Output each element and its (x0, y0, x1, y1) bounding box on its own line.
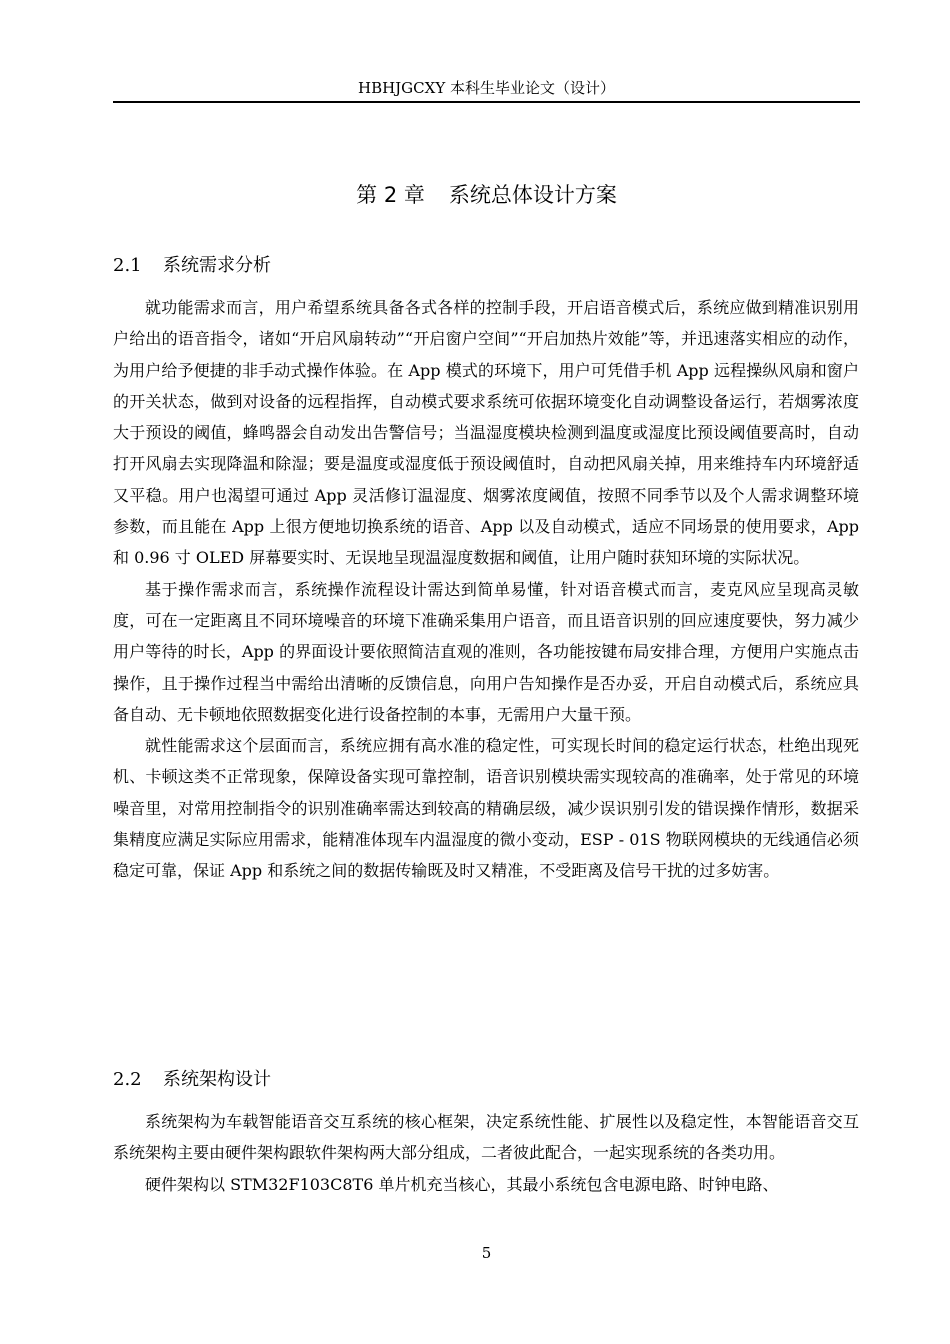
running-header: HBHJGCXY 本科生毕业论文（设计） (357, 79, 615, 97)
section-title: 系统架构设计 (163, 1069, 271, 1090)
section-heading-2-2 (113, 1066, 860, 1094)
chapter-title: 系统总体设计方案 (448, 183, 617, 207)
paragraph: 硬件架构以 STM32F103C8T6 单片机充当核心，其最小系统包含电源电路、时钟电路、 (145, 1174, 779, 1194)
paragraph: 基于操作需求而言，系统操作流程设计需达到简单易懂，针对语音模式而言，麦克风应呈现高灵敏度，可在一定距离且不同环境噪音的环境下准确采集用户语音，而且语音识别的回应速度要快，努力减少用户等待的时长，App 的界面设计要依照简洁直观的准则，各功能按键布局安排合理，方便用户实施点击操作，且于操作过程当中需给出清晰的反馈信息，向用户告知操作是否办妥，开启自动模式后，系统应具备自动、无卡顿地依照数据变化进行设备控制的本事，无需用户大量干预。 (113, 579, 859, 724)
section-number: 2.1 (113, 255, 142, 276)
section-heading-2-1 (113, 252, 860, 280)
header-rule (113, 101, 860, 103)
paragraph: 就性能需求这个层面而言，系统应拥有高水准的稳定性，可实现长时间的稳定运行状态，杜绝出现死机、卡顿这类不正常现象，保障设备实现可靠控制，语音识别模块需实现较高的准确率，处于常见的环境噪音里，对常用控制指令的识别准确率需达到较高的精确层级，减少误识别引发的错误操作情形，数据采集精度应满足实际应用需求，能精准体现车内温湿度的微小变动，ESP - 01S 物联网模块的无线通信必须稳定可靠，保证 App 和系统之间的数据传输既及时又精准，不受距离及信号干扰的过多妨害。 (113, 736, 859, 881)
page-number: 5 (481, 1244, 492, 1262)
chapter-number: 第 2 章 (356, 183, 425, 207)
paragraph: 系统架构为车载智能语音交互系统的核心框架，决定系统性能、扩展性以及稳定性，本智能语音交互系统架构主要由硬件架构跟软件架构两大部分组成，二者彼此配合，一起实现系统的各类功用。 (113, 1112, 859, 1163)
paragraph: 就功能需求而言，用户希望系统具备各式各样的控制手段，开启语音模式后，系统应做到精准识别用户给出的语音指令，诸如“开启风扇转动”“开启窗户空间”“开启加热片效能”等，并迅速落实相应的动作，为用户给予便捷的非手动式操作体验。在 App 模式的环境下，用户可凭借手机 App 远程操纵风扇和窗户的开关状态，做到对设备的远程指挥，自动模式要求系统可依据环境变化自动调整设备运行，若烟雾浓度大于预设的阈值，蜂鸣器会自动发出告警信号；当温湿度模块检测到温度或湿度比预设阈值要高时，自动打开风扇去实现降温和除湿；要是温度或湿度低于预设阈值时，自动把风扇关掉，用来维持车内环境舒适又平稳。用户也渴望可通过 App 灵活修订温湿度、烟雾浓度阈值，按照不同季节以及个人需求调整环境参数，而且能在 App 上很方便地切换系统的语音、App 以及自动模式，适应不同场景的使用要求，App 和 0.96 寸 OLED 屏幕要实时、无误地呈现温湿度数据和阈值，让用户随时获知环境的实际状况。 (113, 298, 859, 568)
section-number: 2.2 (113, 1069, 142, 1090)
section-title: 系统需求分析 (163, 255, 271, 276)
chapter-heading (113, 180, 860, 210)
section-body-2-2 (113, 1106, 859, 1200)
section-body-2-1 (113, 292, 859, 887)
